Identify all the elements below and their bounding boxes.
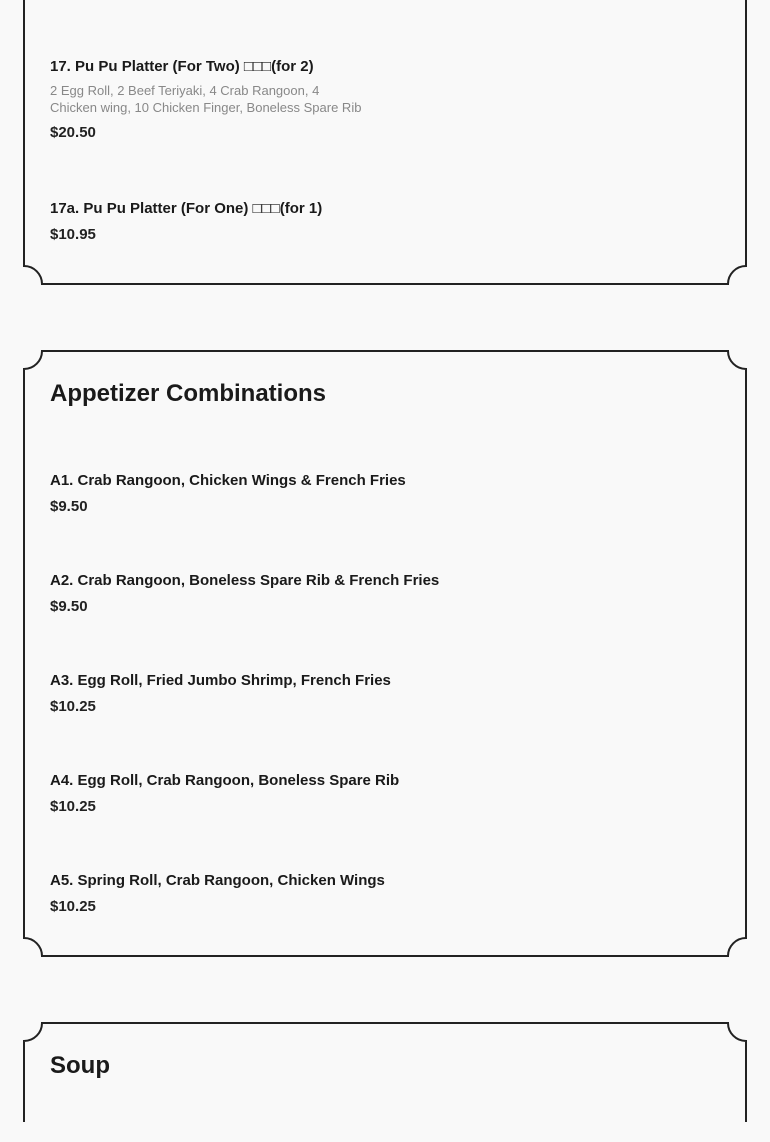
menu-item[interactable]: [50, 472, 406, 516]
item-price: $9.50: [50, 498, 88, 515]
item-price: $9.50: [50, 598, 88, 615]
menu-item[interactable]: [50, 672, 391, 716]
item-price: $10.95: [50, 226, 96, 243]
item-name: A3. Egg Roll, Fried Jumbo Shrimp, French Fries: [50, 672, 391, 689]
item-price: $10.25: [50, 698, 96, 715]
card-frame: [24, 350, 746, 958]
card-frame: [24, 1022, 746, 1142]
menu-section-card-appetizer-combinations: [24, 350, 746, 958]
menu-item[interactable]: [50, 772, 400, 816]
section-title: Soup: [50, 1052, 110, 1079]
item-price: $10.25: [50, 798, 96, 815]
item-name: 17. Pu Pu Platter (For Two) □□□(for 2): [50, 58, 314, 75]
item-name: A4. Egg Roll, Crab Rangoon, Boneless Spare Rib: [50, 772, 400, 789]
menu-item[interactable]: [50, 200, 370, 244]
item-price: $20.50: [50, 124, 96, 141]
item-name: A5. Spring Roll, Crab Rangoon, Chicken Wings: [50, 872, 385, 889]
menu-item[interactable]: [50, 872, 385, 916]
item-name: 17a. Pu Pu Platter (For One) □□□(for 1): [50, 200, 323, 217]
item-name: A1. Crab Rangoon, Chicken Wings & French Fries: [50, 472, 406, 489]
menu-section-card-soup: [24, 1022, 746, 1142]
section-title: Appetizer Combinations: [50, 380, 327, 407]
item-price: $10.25: [50, 898, 96, 915]
menu-section-card-appetizers: [24, 0, 746, 286]
item-description: 2 Egg Roll, 2 Beef Teriyaki, 4 Crab Rangoon, 4 Chicken wing, 10 Chicken Finger, Boneless Spare Rib: [50, 83, 362, 115]
menu-item[interactable]: [50, 58, 370, 142]
item-name: A2. Crab Rangoon, Boneless Spare Rib & French Fries: [50, 572, 440, 589]
menu-item[interactable]: [50, 572, 440, 616]
